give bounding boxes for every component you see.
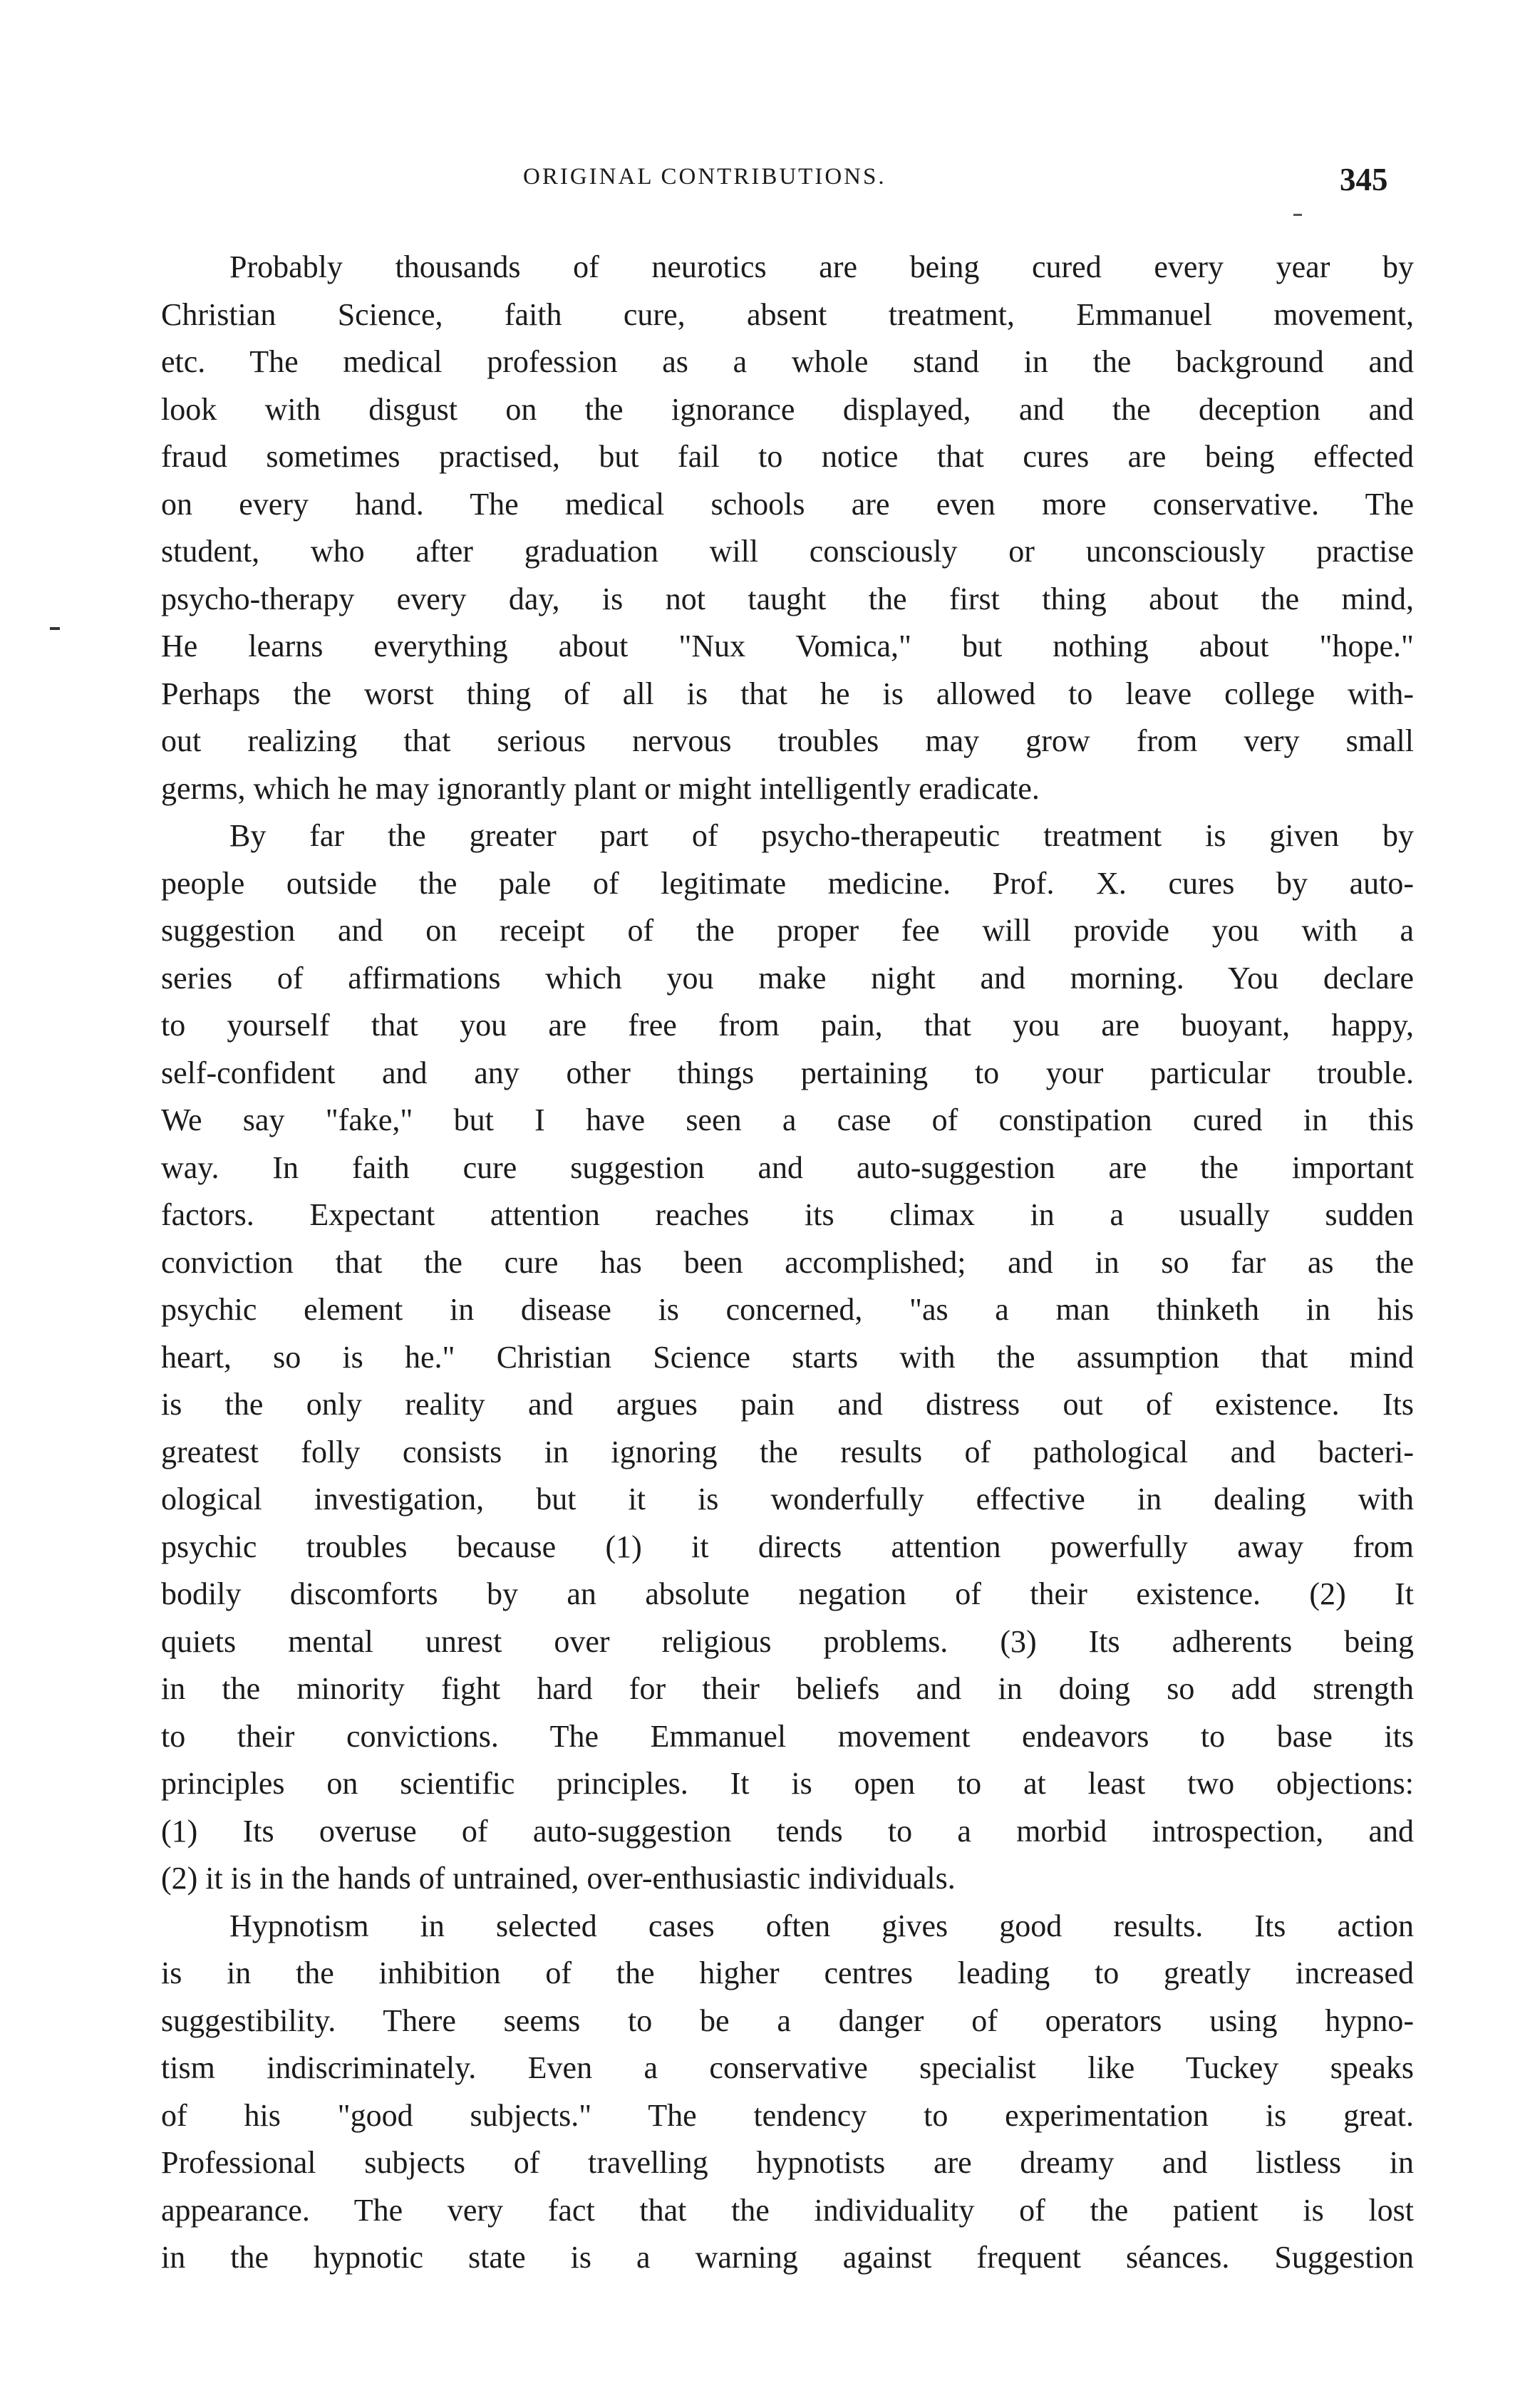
text-line: He learns everything about "Nux Vomica," but nothing about "hope."	[161, 629, 1414, 663]
text-line: is the only reality and argues pain and distress out of existence. Its	[161, 1387, 1414, 1422]
text-line: greatest folly consists in ignoring the results of pathological and bacteri-	[161, 1434, 1414, 1469]
text-line: is in the inhibition of the higher centres leading to greatly increased	[161, 1955, 1414, 1990]
text-line: tism indiscriminately. Even a conservative specialist like Tuckey speaks	[161, 2050, 1414, 2085]
text-line: to their convictions. The Emmanuel movement endeavors to base its	[161, 1718, 1414, 1754]
text-line: appearance. The very fact that the individuality of the patient is lost	[161, 2192, 1414, 2228]
text-line: Christian Science, faith cure, absent treatment, Emmanuel movement,	[161, 296, 1414, 332]
text-line: germs, which he may ignorantly plant or might intelligently eradicate.	[161, 770, 1040, 806]
running-head	[0, 164, 1520, 207]
text-line: Professional subjects of travelling hypnotists are dreamy and listless in	[161, 2145, 1414, 2180]
text-line: conviction that the cure has been accomplished; and in so far as the	[161, 1244, 1414, 1280]
text-line: Probably thousands of neurotics are being cured every year by	[229, 249, 1414, 284]
page-number: 345	[1340, 162, 1388, 197]
text-line: psychic troubles because (1) it directs attention powerfully away from	[161, 1529, 1414, 1564]
text-line: Perhaps the worst thing of all is that he is allowed to leave college with-	[161, 676, 1414, 711]
text-line: psychic element in disease is concerned, "as a man thinketh in his	[161, 1292, 1414, 1327]
text-line: people outside the pale of legitimate medicine. Prof. X. cures by auto-	[161, 865, 1414, 901]
text-line: quiets mental unrest over religious problems. (3) Its adherents being	[161, 1623, 1414, 1659]
text-line: out realizing that serious nervous troubles may grow from very small	[161, 723, 1414, 758]
text-line: on every hand. The medical schools are even more conservative. The	[161, 486, 1414, 522]
text-line: We say "fake," but I have seen a case of constipation cured in this	[161, 1102, 1414, 1137]
text-line: look with disgust on the ignorance displayed, and the deception and	[161, 391, 1414, 427]
text-line: suggestibility. There seems to be a danger of operators using hypno-	[161, 2003, 1414, 2038]
header-tick-mark	[1293, 214, 1302, 216]
text-line: self-confident and any other things pertaining to your particular trouble.	[161, 1055, 1414, 1090]
text-line: By far the greater part of psycho-therapeutic treatment is given by	[229, 818, 1414, 853]
text-line: heart, so is he." Christian Science starts with the assumption that mind	[161, 1339, 1414, 1375]
text-line: way. In faith cure suggestion and auto-suggestion are the important	[161, 1149, 1414, 1185]
text-line: in the minority fight hard for their beliefs and in doing so add strength	[161, 1671, 1414, 1706]
text-line: psycho-therapy every day, is not taught the first thing about the mind,	[161, 581, 1414, 616]
text-line: to yourself that you are free from pain, that you are buoyant, happy,	[161, 1008, 1414, 1043]
running-title: ORIGINAL CONTRIBUTIONS.	[523, 164, 886, 190]
text-line: in the hypnotic state is a warning against frequent séances. Suggestion	[161, 2240, 1414, 2275]
text-line: suggestion and on receipt of the proper fee will provide you with a	[161, 913, 1414, 948]
text-line: etc. The medical profession as a whole stand in the background and	[161, 344, 1414, 379]
text-line: (2) it is in the hands of untrained, over-enthusiastic individuals.	[161, 1861, 956, 1896]
text-line: Hypnotism in selected cases often gives good results. Its action	[229, 1908, 1414, 1943]
margin-mark	[50, 627, 60, 630]
text-line: series of affirmations which you make night and morning. You declare	[161, 960, 1414, 996]
text-line: ological investigation, but it is wonderfully effective in dealing with	[161, 1482, 1414, 1516]
text-line: fraud sometimes practised, but fail to notice that cures are being effected	[161, 439, 1414, 474]
body-text	[161, 244, 1414, 2282]
text-line: principles on scientific principles. It is open to at least two objections:	[161, 1766, 1414, 1801]
text-line: (1) Its overuse of auto-suggestion tends to a morbid introspection, and	[161, 1813, 1414, 1849]
text-line: bodily discomforts by an absolute negation of their existence. (2) It	[161, 1576, 1414, 1611]
text-line: factors. Expectant attention reaches its climax in a usually sudden	[161, 1197, 1414, 1232]
text-line: student, who after graduation will consciously or unconsciously practise	[161, 534, 1414, 569]
text-line: of his "good subjects." The tendency to experimentation is great.	[161, 2097, 1414, 2133]
